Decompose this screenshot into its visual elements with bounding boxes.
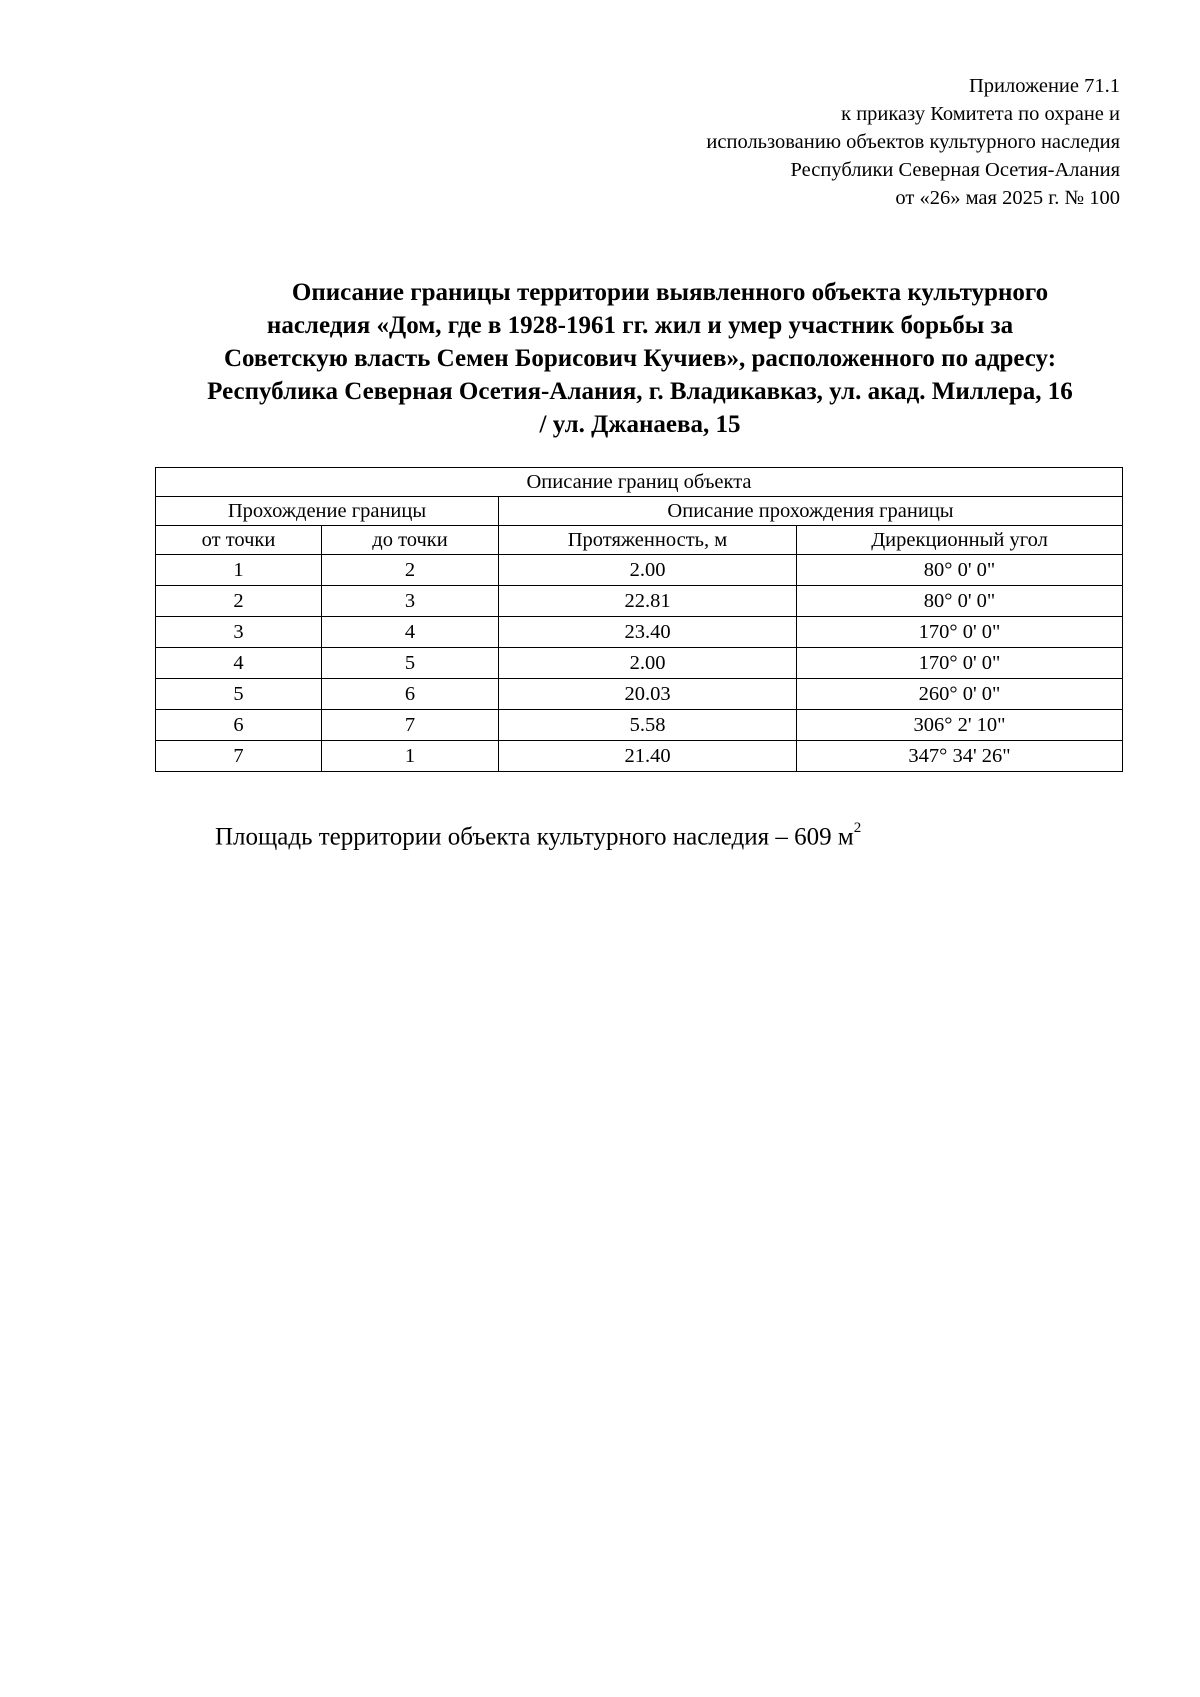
table-caption-row	[156, 468, 1123, 497]
cell-length: 2.00	[499, 648, 797, 679]
cell-length: 21.40	[499, 741, 797, 772]
cell-to-point: 1	[322, 741, 499, 772]
cell-length: 20.03	[499, 679, 797, 710]
cell-from-point: 6	[156, 710, 322, 741]
cell-from-point: 1	[156, 555, 322, 586]
cell-to-point: 5	[322, 648, 499, 679]
cell-to-point: 3	[322, 586, 499, 617]
area-unit-superscript: 2	[853, 820, 862, 836]
column-header-to-point: до точки	[322, 526, 499, 555]
title-line: Республика Северная Осетия-Алания, г. Владикавказ, ул. акад. Миллера, 16	[207, 378, 1073, 405]
column-header-direction-angle: Дирекционный угол	[797, 526, 1123, 555]
table-row	[156, 555, 1123, 586]
appendix-line: использованию объектов культурного наследия	[706, 131, 1120, 153]
appendix-header	[480, 72, 1120, 212]
title-line: / ул. Джанаева, 15	[539, 411, 741, 438]
cell-direction-angle: 170° 0' 0"	[797, 617, 1123, 648]
cell-length: 22.81	[499, 586, 797, 617]
table-row	[156, 586, 1123, 617]
cell-direction-angle: 80° 0' 0"	[797, 586, 1123, 617]
cell-from-point: 5	[156, 679, 322, 710]
group-header-passage: Прохождение границы	[156, 497, 499, 526]
column-header-length: Протяженность, м	[499, 526, 797, 555]
title-line: Советскую власть Семен Борисович Кучиев», расположенного по адресу:	[223, 345, 1057, 372]
cell-length: 2.00	[499, 555, 797, 586]
cell-to-point: 7	[322, 710, 499, 741]
table-row	[156, 617, 1123, 648]
column-header-from-point: от точки	[156, 526, 322, 555]
title-line: наследия «Дом, где в 1928-1961 гг. жил и умер участник борьбы за	[266, 312, 1014, 339]
document-title	[140, 276, 1140, 441]
title-line: Описание границы территории выявленного объекта культурного	[291, 279, 1049, 306]
cell-to-point: 4	[322, 617, 499, 648]
cell-length: 5.58	[499, 710, 797, 741]
boundary-table	[155, 467, 1123, 772]
area-note	[215, 815, 861, 853]
cell-direction-angle: 260° 0' 0"	[797, 679, 1123, 710]
cell-to-point: 6	[322, 679, 499, 710]
table-row	[156, 741, 1123, 772]
cell-direction-angle: 80° 0' 0"	[797, 555, 1123, 586]
area-text: Площадь территории объекта культурного наследия – 609 м	[215, 823, 854, 851]
cell-from-point: 7	[156, 741, 322, 772]
table-group-header-row	[156, 497, 1123, 526]
cell-from-point: 4	[156, 648, 322, 679]
table-caption: Описание границ объекта	[156, 468, 1123, 497]
table-row	[156, 648, 1123, 679]
group-header-description: Описание прохождения границы	[499, 497, 1123, 526]
cell-direction-angle: 306° 2' 10"	[797, 710, 1123, 741]
appendix-line: от «26» мая 2025 г. № 100	[895, 187, 1120, 209]
cell-to-point: 2	[322, 555, 499, 586]
cell-direction-angle: 347° 34' 26"	[797, 741, 1123, 772]
cell-from-point: 2	[156, 586, 322, 617]
table-row	[156, 710, 1123, 741]
appendix-line: к приказу Комитета по охране и	[841, 103, 1120, 125]
appendix-line: Республики Северная Осетия-Алания	[790, 159, 1120, 181]
cell-length: 23.40	[499, 617, 797, 648]
appendix-line: Приложение 71.1	[968, 75, 1120, 97]
cell-from-point: 3	[156, 617, 322, 648]
table-column-header-row	[156, 526, 1123, 555]
table-row	[156, 679, 1123, 710]
cell-direction-angle: 170° 0' 0"	[797, 648, 1123, 679]
